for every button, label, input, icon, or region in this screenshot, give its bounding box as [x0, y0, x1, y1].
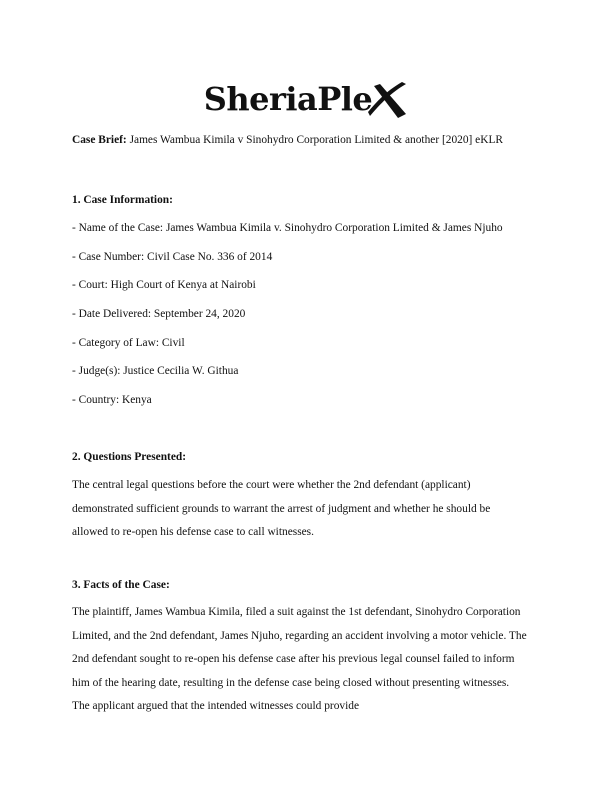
- section-heading-case-information: 1. Case Information:: [72, 194, 173, 206]
- logo-x-mark-icon: [368, 80, 408, 120]
- case-info-line: - Court: High Court of Kenya at Nairobi: [72, 279, 256, 291]
- case-info-line: - Name of the Case: James Wambua Kimila v. Sinohydro Corporation Limited & James Njuho: [72, 222, 503, 234]
- case-info-line: - Country: Kenya: [72, 394, 152, 406]
- facts-paragraph: The plaintiff, James Wambua Kimila, filed a suit against the 1st defendant, Sinohydro Corporation Limited, and the 2nd defendant, James Njuho, regarding an accident involving a motor vehicle. The 2nd defendant sought to re-open his defense case after his previous legal counsel failed to inform him of the hearing date, resulting in the defense case being closed without presenting witnesses. The applicant argued that the intended witnesses could provide: [72, 606, 527, 712]
- case-brief-title: [72, 133, 552, 147]
- sheriaplex-logo: [0, 74, 612, 124]
- case-info-line: - Category of Law: Civil: [72, 337, 185, 349]
- case-brief-label: Case Brief:: [72, 134, 127, 146]
- section-heading-facts: 3. Facts of the Case:: [72, 579, 170, 591]
- case-info-line: - Date Delivered: September 24, 2020: [72, 308, 246, 320]
- questions-presented-paragraph: The central legal questions before the court were whether the 2nd defendant (applicant) demonstrated sufficient grounds to warrant the arrest of judgment and whether he should be allowed to re-open his defense case to call witnesses.: [72, 479, 491, 538]
- case-brief-name: James Wambua Kimila v Sinohydro Corporation Limited & another [2020] eKLR: [129, 134, 504, 146]
- case-info-line: - Judge(s): Justice Cecilia W. Githua: [72, 365, 239, 377]
- case-info-line: - Case Number: Civil Case No. 336 of 2014: [72, 251, 273, 263]
- section-heading-questions-presented: 2. Questions Presented:: [72, 451, 187, 463]
- logo-wordmark: SheriaPle: [203, 80, 373, 118]
